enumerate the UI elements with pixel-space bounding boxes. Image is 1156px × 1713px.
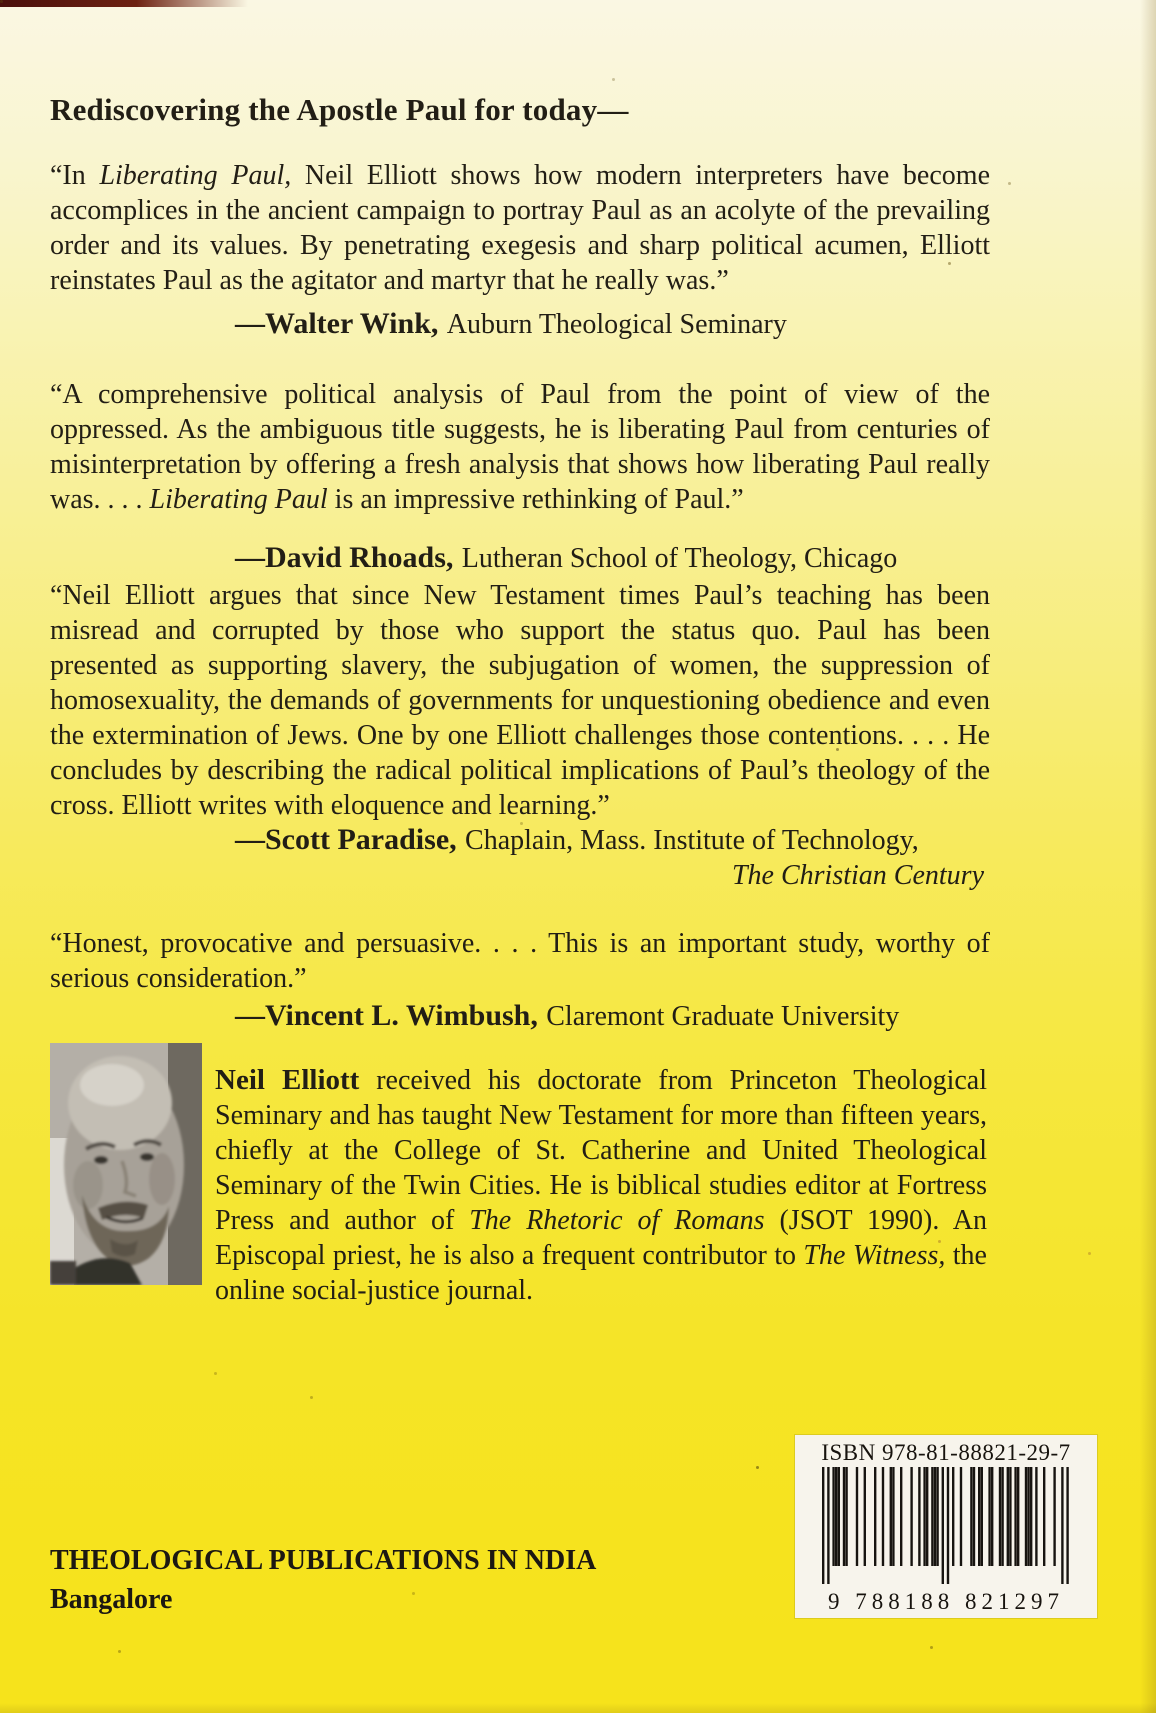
publisher-city: Bangalore — [50, 1584, 173, 1615]
attribution-affiliation: Claremont Graduate University — [546, 1001, 900, 1032]
publication-title-italic: The Witness, — [803, 1240, 946, 1271]
publisher-block — [50, 1541, 596, 1619]
attribution-name: —David Rhoads, — [235, 541, 454, 574]
quote-text: “Neil Elliott argues that since New Testament times Paul’s teaching has been misread and corrupted by those who support the status quo. Paul has been presented as supporting slavery, the subjugation of women, the suppression of homosexuality, the demands of governments for unquestioning obedience and even the extermination of Jews. One by one Elliott challenges those contentions. . . . He concludes by describing the radical political implications of Paul’s theology of the cross. Elliott writes with eloquence and learning.” — [50, 580, 990, 821]
quote-david-rhoads — [50, 377, 990, 517]
quote-text: is an impressive rethinking of Paul.” — [327, 484, 744, 515]
attribution-affiliation: Chaplain, Mass. Institute of Technology, — [465, 825, 919, 856]
quote-vincent-wimbush — [50, 926, 990, 996]
attribution-vincent-wimbush — [50, 998, 990, 1034]
attribution-publication-italic: The Christian Century — [731, 860, 984, 891]
bio-text: (JSOT 1990). An Episcopal priest, he is also a frequent contributor to — [215, 1205, 987, 1271]
cover-heading: Rediscovering the Apostle Paul for today— — [50, 92, 629, 127]
attribution-walter-wink — [50, 306, 990, 342]
author-bio — [215, 1063, 987, 1308]
barcode-digits: 9 788188 821297 — [828, 1589, 1064, 1614]
bio-text: the online social-justice journal. — [215, 1240, 987, 1306]
scan-edge-strip — [0, 0, 248, 7]
author-photo-illustration — [50, 1043, 202, 1285]
attribution-name: —Scott Paradise, — [235, 823, 457, 856]
author-photo — [50, 1043, 202, 1285]
book-title-italic: The Rhetoric of Romans — [469, 1205, 765, 1236]
quote-walter-wink — [50, 158, 990, 298]
book-title-italic: Liberating Paul — [149, 484, 328, 515]
quote-text: “A comprehensive political analysis of Paul from the point of view of the oppressed. As the ambiguous title suggests, he is liberating Paul from centuries of misinterpretation by offering a fresh analysis that shows how liberating Paul really was. . . . — [50, 379, 990, 515]
paper-specks — [0, 0, 3, 3]
attribution-affiliation: Auburn Theological Seminary — [446, 309, 787, 340]
book-title-italic: Liberating Paul, — [99, 160, 292, 191]
barcode-bars — [816, 1467, 1076, 1586]
isbn-barcode-box — [795, 1435, 1097, 1618]
cover-right-edge-shadow — [1140, 0, 1156, 1713]
publisher-name: THEOLOGICAL PUBLICATIONS IN NDIA — [50, 1545, 597, 1576]
attribution-name: —Walter Wink, — [235, 307, 439, 340]
attribution-scott-paradise — [50, 822, 990, 858]
attribution-name: —Vincent L. Wimbush, — [235, 999, 538, 1032]
author-name: Neil Elliott — [215, 1064, 360, 1096]
attribution-david-rhoads — [50, 540, 990, 576]
quote-text: “In — [50, 160, 100, 191]
cover-bottom-edge-shadow — [0, 1703, 1156, 1713]
bio-text: received his doctorate from Princeton Theological Seminary and has taught New Testament for more than fifteen years, chiefly at the College of St. Catherine and United Theological Seminary of the Twin Cities. He is biblical studies editor at Fortress Press and author of — [215, 1065, 987, 1236]
isbn-number: ISBN 978-81-88821-29-7 — [821, 1440, 1071, 1465]
quote-text: “Honest, provocative and persuasive. . . . This is an important study, worthy of serious consideration.” — [50, 928, 990, 994]
quote-scott-paradise — [50, 578, 990, 823]
attribution-affiliation: Lutheran School of Theology, Chicago — [461, 543, 898, 574]
quote-text: Neil Elliott shows how modern interpreters have become accomplices in the ancient campaign to portray Paul as an acolyte of the prevailing order and its values. By penetrating exegesis and sharp political acumen, Elliott reinstates Paul as the agitator and martyr that he really was.” — [50, 160, 990, 296]
